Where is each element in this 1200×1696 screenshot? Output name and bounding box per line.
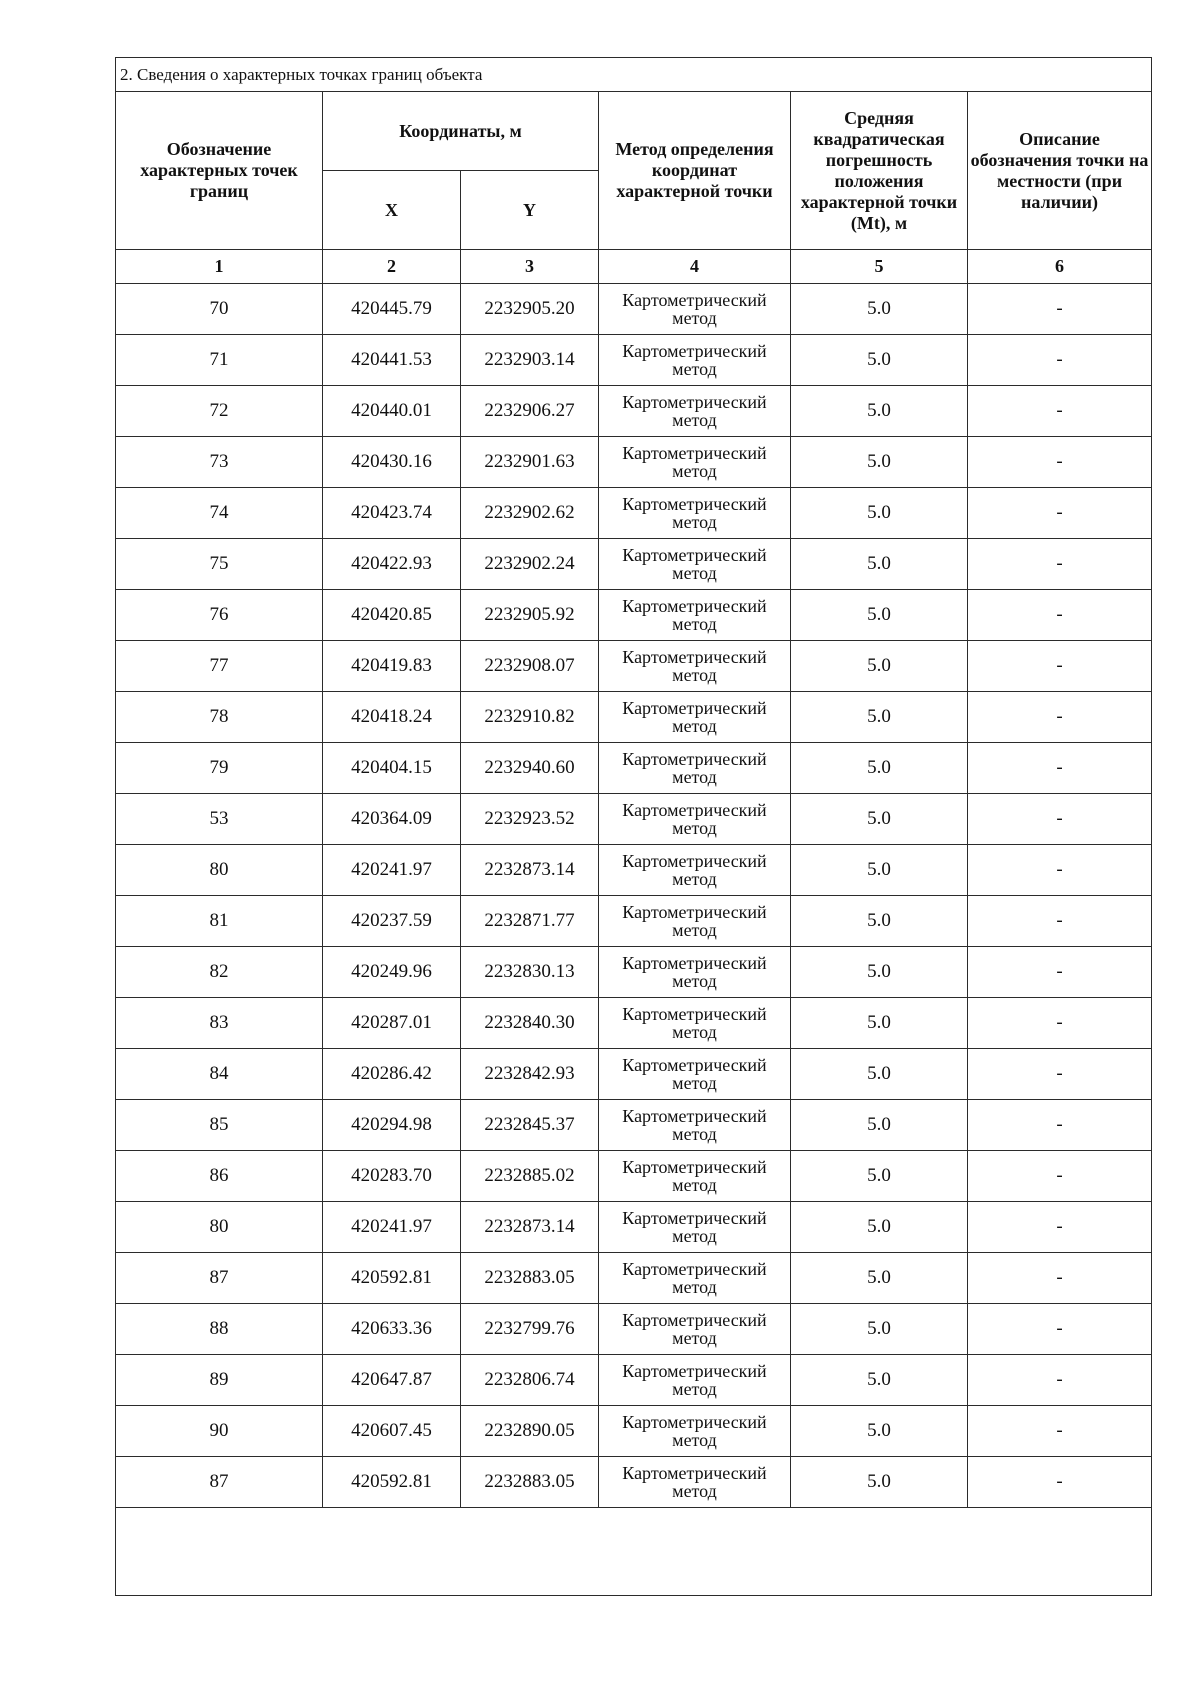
description-cell: -: [968, 641, 1152, 692]
method-cell: Картометрический метод: [599, 335, 791, 386]
y-coordinate-cell: 2232902.24: [461, 539, 599, 590]
point-cell: 77: [116, 641, 323, 692]
method-cell: Картометрический метод: [599, 743, 791, 794]
description-cell: -: [968, 386, 1152, 437]
y-coordinate-cell: 2232903.14: [461, 335, 599, 386]
method-cell: Картометрический метод: [599, 1100, 791, 1151]
point-cell: 89: [116, 1355, 323, 1406]
error-cell: 5.0: [791, 794, 968, 845]
error-cell: 5.0: [791, 1202, 968, 1253]
point-cell: 88: [116, 1304, 323, 1355]
table-row: [116, 1151, 1152, 1202]
header-y: Y: [461, 171, 599, 250]
header-point: Обозначение характерных точек границ: [116, 92, 323, 250]
table-row: [116, 1253, 1152, 1304]
description-cell: -: [968, 1406, 1152, 1457]
column-number: 1: [116, 250, 323, 284]
x-coordinate-cell: 420647.87: [323, 1355, 461, 1406]
error-cell: 5.0: [791, 845, 968, 896]
x-coordinate-cell: 420419.83: [323, 641, 461, 692]
method-cell: Картометрический метод: [599, 437, 791, 488]
error-cell: 5.0: [791, 1355, 968, 1406]
description-cell: -: [968, 539, 1152, 590]
method-cell: Картометрический метод: [599, 794, 791, 845]
error-cell: 5.0: [791, 590, 968, 641]
y-coordinate-cell: 2232799.76: [461, 1304, 599, 1355]
y-coordinate-cell: 2232923.52: [461, 794, 599, 845]
point-cell: 78: [116, 692, 323, 743]
header-x: X: [323, 171, 461, 250]
table-row: [116, 692, 1152, 743]
x-coordinate-cell: 420422.93: [323, 539, 461, 590]
x-coordinate-cell: 420404.15: [323, 743, 461, 794]
point-cell: 84: [116, 1049, 323, 1100]
point-cell: 83: [116, 998, 323, 1049]
point-cell: 75: [116, 539, 323, 590]
error-cell: 5.0: [791, 1406, 968, 1457]
description-cell: -: [968, 437, 1152, 488]
description-cell: -: [968, 998, 1152, 1049]
description-cell: -: [968, 743, 1152, 794]
method-cell: Картометрический метод: [599, 1457, 791, 1508]
table-row: [116, 437, 1152, 488]
table-row: [116, 1100, 1152, 1151]
description-cell: -: [968, 1049, 1152, 1100]
error-cell: 5.0: [791, 743, 968, 794]
x-coordinate-cell: 420241.97: [323, 1202, 461, 1253]
error-cell: 5.0: [791, 1253, 968, 1304]
table-row: [116, 488, 1152, 539]
y-coordinate-cell: 2232873.14: [461, 845, 599, 896]
column-number: 5: [791, 250, 968, 284]
point-cell: 80: [116, 1202, 323, 1253]
y-coordinate-cell: 2232910.82: [461, 692, 599, 743]
error-cell: 5.0: [791, 1304, 968, 1355]
point-cell: 74: [116, 488, 323, 539]
boundary-points-table: [115, 57, 1152, 1596]
table-row: [116, 590, 1152, 641]
point-cell: 71: [116, 335, 323, 386]
description-cell: -: [968, 488, 1152, 539]
error-cell: 5.0: [791, 386, 968, 437]
table-row: [116, 998, 1152, 1049]
error-cell: 5.0: [791, 1049, 968, 1100]
point-cell: 86: [116, 1151, 323, 1202]
x-coordinate-cell: 420423.74: [323, 488, 461, 539]
description-cell: -: [968, 284, 1152, 335]
description-cell: -: [968, 1151, 1152, 1202]
method-cell: Картометрический метод: [599, 539, 791, 590]
point-cell: 82: [116, 947, 323, 998]
table-row: [116, 386, 1152, 437]
description-cell: -: [968, 1253, 1152, 1304]
x-coordinate-cell: 420294.98: [323, 1100, 461, 1151]
x-coordinate-cell: 420420.85: [323, 590, 461, 641]
header-description: Описание обозначения точки на местности (при наличии): [968, 92, 1152, 250]
point-cell: 80: [116, 845, 323, 896]
table-row: [116, 284, 1152, 335]
empty-footer-cell: [116, 1508, 1152, 1596]
table-row: [116, 641, 1152, 692]
y-coordinate-cell: 2232845.37: [461, 1100, 599, 1151]
x-coordinate-cell: 420237.59: [323, 896, 461, 947]
error-cell: 5.0: [791, 641, 968, 692]
table-row: [116, 335, 1152, 386]
column-number: 4: [599, 250, 791, 284]
point-cell: 90: [116, 1406, 323, 1457]
method-cell: Картометрический метод: [599, 692, 791, 743]
empty-footer-row: [116, 1508, 1152, 1596]
x-coordinate-cell: 420364.09: [323, 794, 461, 845]
error-cell: 5.0: [791, 539, 968, 590]
description-cell: -: [968, 947, 1152, 998]
y-coordinate-cell: 2232885.02: [461, 1151, 599, 1202]
header-error: Средняя квадратическая погрешность положения характерной точки (Mt), м: [791, 92, 968, 250]
y-coordinate-cell: 2232806.74: [461, 1355, 599, 1406]
table-row: [116, 1355, 1152, 1406]
table-row: [116, 1202, 1152, 1253]
table-row: [116, 947, 1152, 998]
point-cell: 73: [116, 437, 323, 488]
x-coordinate-cell: 420286.42: [323, 1049, 461, 1100]
method-cell: Картометрический метод: [599, 998, 791, 1049]
description-cell: -: [968, 335, 1152, 386]
table-row: [116, 1049, 1152, 1100]
x-coordinate-cell: 420607.45: [323, 1406, 461, 1457]
point-cell: 79: [116, 743, 323, 794]
error-cell: 5.0: [791, 284, 968, 335]
error-cell: 5.0: [791, 998, 968, 1049]
x-coordinate-cell: 420418.24: [323, 692, 461, 743]
description-cell: -: [968, 896, 1152, 947]
point-cell: 85: [116, 1100, 323, 1151]
table-row: [116, 1304, 1152, 1355]
point-cell: 81: [116, 896, 323, 947]
x-coordinate-cell: 420241.97: [323, 845, 461, 896]
table-row: [116, 1406, 1152, 1457]
column-number: 3: [461, 250, 599, 284]
x-coordinate-cell: 420430.16: [323, 437, 461, 488]
error-cell: 5.0: [791, 896, 968, 947]
description-cell: -: [968, 1304, 1152, 1355]
table-row: [116, 896, 1152, 947]
y-coordinate-cell: 2232906.27: [461, 386, 599, 437]
method-cell: Картометрический метод: [599, 284, 791, 335]
table-row: [116, 1457, 1152, 1508]
point-cell: 87: [116, 1457, 323, 1508]
method-cell: Картометрический метод: [599, 947, 791, 998]
table-body: [116, 284, 1152, 1508]
x-coordinate-cell: 420445.79: [323, 284, 461, 335]
y-coordinate-cell: 2232901.63: [461, 437, 599, 488]
table-row: [116, 539, 1152, 590]
description-cell: -: [968, 590, 1152, 641]
header-method: Метод определения координат характерной точки: [599, 92, 791, 250]
method-cell: Картометрический метод: [599, 1253, 791, 1304]
method-cell: Картометрический метод: [599, 1151, 791, 1202]
y-coordinate-cell: 2232871.77: [461, 896, 599, 947]
method-cell: Картометрический метод: [599, 1202, 791, 1253]
point-cell: 70: [116, 284, 323, 335]
error-cell: 5.0: [791, 1151, 968, 1202]
y-coordinate-cell: 2232890.05: [461, 1406, 599, 1457]
x-coordinate-cell: 420249.96: [323, 947, 461, 998]
description-cell: -: [968, 1355, 1152, 1406]
method-cell: Картометрический метод: [599, 641, 791, 692]
x-coordinate-cell: 420287.01: [323, 998, 461, 1049]
error-cell: 5.0: [791, 947, 968, 998]
y-coordinate-cell: 2232883.05: [461, 1457, 599, 1508]
method-cell: Картометрический метод: [599, 488, 791, 539]
column-numbers-row: [116, 250, 1152, 284]
column-number: 2: [323, 250, 461, 284]
point-cell: 76: [116, 590, 323, 641]
method-cell: Картометрический метод: [599, 386, 791, 437]
table-row: [116, 794, 1152, 845]
x-coordinate-cell: 420441.53: [323, 335, 461, 386]
method-cell: Картометрический метод: [599, 590, 791, 641]
error-cell: 5.0: [791, 692, 968, 743]
point-cell: 72: [116, 386, 323, 437]
method-cell: Картометрический метод: [599, 896, 791, 947]
y-coordinate-cell: 2232905.92: [461, 590, 599, 641]
y-coordinate-cell: 2232902.62: [461, 488, 599, 539]
section-title: 2. Сведения о характерных точках границ объекта: [116, 58, 1152, 92]
y-coordinate-cell: 2232873.14: [461, 1202, 599, 1253]
method-cell: Картометрический метод: [599, 1355, 791, 1406]
description-cell: -: [968, 845, 1152, 896]
method-cell: Картометрический метод: [599, 1406, 791, 1457]
y-coordinate-cell: 2232842.93: [461, 1049, 599, 1100]
error-cell: 5.0: [791, 488, 968, 539]
y-coordinate-cell: 2232908.07: [461, 641, 599, 692]
y-coordinate-cell: 2232840.30: [461, 998, 599, 1049]
x-coordinate-cell: 420592.81: [323, 1253, 461, 1304]
description-cell: -: [968, 692, 1152, 743]
y-coordinate-cell: 2232905.20: [461, 284, 599, 335]
point-cell: 53: [116, 794, 323, 845]
x-coordinate-cell: 420283.70: [323, 1151, 461, 1202]
header-coordinates: Координаты, м: [323, 92, 599, 171]
description-cell: -: [968, 1202, 1152, 1253]
error-cell: 5.0: [791, 1100, 968, 1151]
point-cell: 87: [116, 1253, 323, 1304]
document-sheet: [115, 57, 1151, 1596]
error-cell: 5.0: [791, 335, 968, 386]
x-coordinate-cell: 420440.01: [323, 386, 461, 437]
y-coordinate-cell: 2232940.60: [461, 743, 599, 794]
method-cell: Картометрический метод: [599, 845, 791, 896]
description-cell: -: [968, 794, 1152, 845]
description-cell: -: [968, 1457, 1152, 1508]
error-cell: 5.0: [791, 437, 968, 488]
table-row: [116, 845, 1152, 896]
x-coordinate-cell: 420633.36: [323, 1304, 461, 1355]
x-coordinate-cell: 420592.81: [323, 1457, 461, 1508]
y-coordinate-cell: 2232830.13: [461, 947, 599, 998]
error-cell: 5.0: [791, 1457, 968, 1508]
column-number: 6: [968, 250, 1152, 284]
y-coordinate-cell: 2232883.05: [461, 1253, 599, 1304]
description-cell: -: [968, 1100, 1152, 1151]
table-row: [116, 743, 1152, 794]
method-cell: Картометрический метод: [599, 1049, 791, 1100]
method-cell: Картометрический метод: [599, 1304, 791, 1355]
